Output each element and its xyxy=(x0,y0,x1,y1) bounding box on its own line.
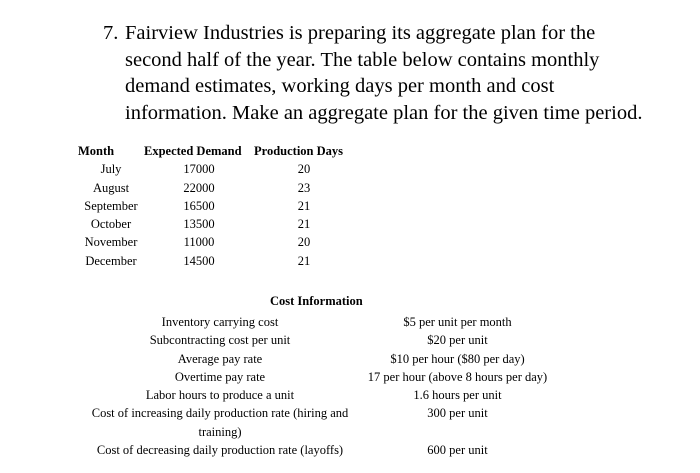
cost-values-column xyxy=(355,313,560,459)
cost-value: $20 per unit xyxy=(427,333,488,348)
demand-cell: 13500 xyxy=(183,217,215,232)
cost-value: $5 per unit per month xyxy=(403,315,512,329)
cost-label: Cost of decreasing daily production rate (layoffs) xyxy=(96,443,344,458)
cost-info-title: Cost Information xyxy=(270,294,363,308)
cost-value: 17 per hour (above 8 hours per day) xyxy=(367,369,548,384)
days-cell: 21 xyxy=(297,253,311,268)
cost-label: Cost of increasing daily production rate (hiring and training) xyxy=(91,406,349,439)
demand-cell: 22000 xyxy=(183,180,215,195)
question-number: 7. xyxy=(103,22,119,44)
days-cell: 23 xyxy=(297,180,311,195)
cost-labels-column xyxy=(80,313,360,459)
cost-value: 600 per unit xyxy=(427,443,488,458)
table-row xyxy=(78,252,354,270)
cost-label: Labor hours to produce a unit xyxy=(145,388,295,403)
demand-table xyxy=(78,142,354,270)
cost-value: 300 per unit xyxy=(427,406,488,421)
table-row xyxy=(78,215,354,233)
demand-cell: 17000 xyxy=(183,162,215,177)
header-production-days: Production Days xyxy=(254,144,344,158)
table-row xyxy=(78,233,354,251)
demand-cell: 14500 xyxy=(183,253,215,268)
month-cell: October xyxy=(90,217,132,232)
days-cell: 21 xyxy=(297,217,311,232)
table-row xyxy=(78,160,354,178)
month-cell: September xyxy=(84,198,138,213)
month-cell: November xyxy=(84,235,138,250)
days-cell: 21 xyxy=(297,198,311,213)
month-cell: August xyxy=(92,180,130,195)
table-row xyxy=(78,197,354,215)
demand-cell: 11000 xyxy=(183,235,215,250)
demand-table-header xyxy=(78,142,354,160)
demand-cell: 16500 xyxy=(183,198,215,213)
header-expected-demand: Expected Demand xyxy=(144,144,242,158)
days-cell: 20 xyxy=(297,162,311,177)
month-cell: December xyxy=(85,253,137,268)
cost-label: Average pay rate xyxy=(177,351,263,366)
header-month: Month xyxy=(78,144,115,158)
cost-label: Overtime pay rate xyxy=(174,369,266,384)
cost-value: $10 per hour ($80 per day) xyxy=(390,351,525,366)
table-row xyxy=(78,179,354,197)
cost-value: 1.6 hours per unit xyxy=(413,388,502,403)
question-text: Fairview Industries is preparing its aggregate plan for the second half of the year. The table below contains monthly demand estimates, working days per month and cost information. Make an aggregate plan for the given time period. xyxy=(125,22,643,124)
days-cell: 20 xyxy=(297,235,311,250)
month-cell: July xyxy=(100,162,122,177)
cost-label: Inventory carrying cost xyxy=(161,315,279,329)
cost-label: Subcontracting cost per unit xyxy=(149,333,291,348)
